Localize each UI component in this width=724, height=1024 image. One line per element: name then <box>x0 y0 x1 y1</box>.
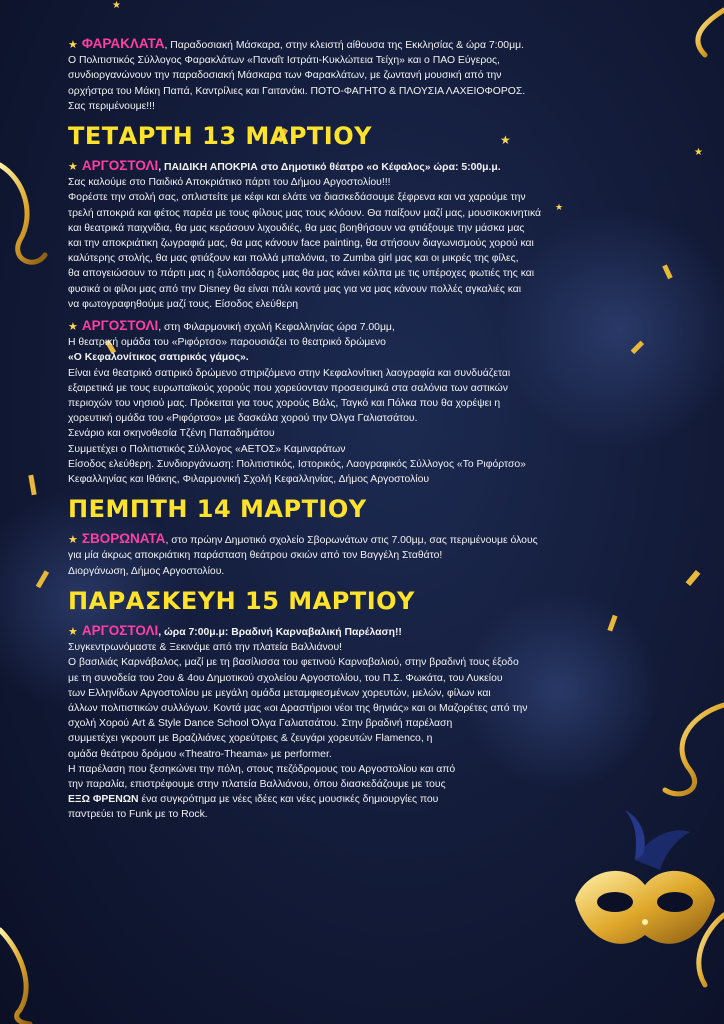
event-argostoli-parade <box>68 623 658 823</box>
event-place: ΦΑΡΑΚΛΑΤΑ <box>81 36 165 51</box>
event-argostoli-children <box>68 158 658 312</box>
carnival-mask-icon <box>575 810 715 944</box>
star-bullet-icon: ★ <box>68 39 78 51</box>
event-line: ορχήστρα του Μάκη Παπά, Καντρίλιες και Γαιτανάκι. ΠΟΤΟ-ΦΑΓΗΤΟ & ΠΛΟΥΣΙΑ ΛΑΧΕΙΟΦΟΡΟΣ. <box>68 85 526 97</box>
band-description: ένα συγκρότημα με νέες ιδέες και νέες μουσικές δημιουργίες που <box>138 794 439 806</box>
event-line: , Παραδοσιακή Μάσκαρα, στην κλειστή αίθουσα της Εκκλησίας & ώρα 7:00μμ. <box>164 40 524 51</box>
event-line: Φορέστε την στολή σας, οπλιστείτε με κέφι και ελάτε να διασκεδάσουμε ξέφρενα και να χαρούμε την <box>68 192 526 204</box>
day-heading: ΠΕΜΠΤΗ 14 ΜΑΡΤΙΟΥ <box>68 495 367 524</box>
event-line: Σας περιμένουμε!!! <box>68 100 155 112</box>
event-line: περιοχών του νησιού μας. Πρόκειται για τους χορούς Βάλς, Ταγκό και Πόλκα που θα χορέψει η <box>68 398 501 410</box>
event-line: και την αποκριάτικη ζωγραφιά μας, θα μας κάνουν face painting, θα στήσουν διαγωνισμούς χορού και <box>68 238 534 250</box>
day-heading: ΠΑΡΑΣΚΕΥΗ 15 ΜΑΡΤΙΟΥ <box>68 586 415 615</box>
gold-streamer-icon <box>0 930 30 1024</box>
event-line: εξαιρετικά με τους ευρωπαϊκούς χορούς που χορεύονταν προσεισμικά στα σαλόνια των αστικών <box>68 382 508 394</box>
event-header <box>68 36 658 53</box>
event-line: συνδιοργανώνουν την παραδοσιακή Μάσκαρα των Φαρακλάτων, με ζωντανή μουσική από την <box>68 70 502 82</box>
event-line: χορευτική ομάδα του «Ριφόρτσο» με δασκάλα χορού την Όλγα Γαλιατσάτου. <box>68 413 418 425</box>
event-schedule <box>68 36 658 829</box>
gold-star-icon: ★ <box>112 0 121 11</box>
day-heading: ΤΕΤΑΡΤΗ 13 ΜΑΡΤΙΟΥ <box>68 122 372 151</box>
event-header <box>68 623 658 640</box>
gold-streamer-icon <box>665 705 724 794</box>
event-line <box>68 792 658 807</box>
event-place: ΑΡΓΟΣΤΟΛΙ <box>81 318 159 334</box>
event-line: τρελή αποκριά και φέτος παρέα με τους φίλους μας τους κλόουν. Θα παίξουν μαζί μας, μουσικοκινητικά <box>68 207 542 219</box>
event-line: και θεατρικά παιχνίδια, θα μας κεράσουν λιχουδιές, θα μας βοηθήσουν να φτιάξουμε την μάσκα μας <box>68 222 525 234</box>
event-line: για μία άκρως αποκριάτικη παράσταση θεάτρου σκιών από τον Βαγγέλη Σταθάτο! <box>68 550 443 562</box>
event-line: των Ελληνίδων Αργοστολίου με μεγάλη ομάδα μεταμφιεσμένων χορευτών, μελών, φίλων και <box>68 687 491 699</box>
event-line: άλλων πολιτιστικών συλλόγων. Κοντά μας «οι Δραστήριοι νέοι της θηνιάς» και οι Μαζορέτες από την <box>68 702 528 714</box>
event-line: Η παρέλαση που ξεσηκώνει την πόλη, στους πεζόδρομους του Αργοστολίου και από <box>68 763 456 775</box>
event-line: την παραλία, επιστρέφουμε στην πλατεία Βαλλιάνου, όπου διασκεδάζουμε με τους <box>68 778 446 790</box>
event-line: συμμετέχει γκρουπ με Βραζιλιάνες χορεύτριες & ζευγάρι χορευτών Flamenco, η <box>68 733 433 745</box>
event-line: Ο Πολιτιστικός Σύλλογος Φαρακλάτων «Παναΐτ Ιστράτι-Κυκλώπεια Τείχη» και ο ΠΑΟ Εύγερος, <box>68 55 500 67</box>
band-name: ΕΞΩ ΦΡΕΝΩΝ <box>68 794 139 806</box>
event-header <box>68 531 658 548</box>
event-line: καλύτερης στολής, θα μας φτιάξουν και πολλά μπαλόνια, το Zumba girl μας και οι μικρές της φίλες, <box>68 253 519 265</box>
event-header <box>68 158 658 175</box>
star-bullet-icon: ★ <box>68 321 78 334</box>
event-faraklata <box>68 36 658 114</box>
play-title: «Ο Κεφαλονίτικος σατιρικός γάμος». <box>68 352 249 364</box>
event-line: Ο βασιλιάς Καρνάβαλος, μαζί με τη βασίλισσα του φετινού Καρναβαλιού, στην βραδινή τους έξοδο <box>68 657 519 669</box>
gold-star-icon: ★ <box>694 147 703 158</box>
gold-streamer-icon <box>698 10 724 55</box>
event-argostoli-theatre <box>68 318 658 487</box>
star-bullet-icon: ★ <box>68 161 78 174</box>
gold-star-icon: ★ <box>500 133 511 147</box>
star-bullet-icon: ★ <box>68 625 78 638</box>
star-bullet-icon: ★ <box>68 534 78 547</box>
gold-star-icon: ★ <box>555 202 564 212</box>
event-line: Σενάριο και σκηνοθεσία Τζένη Παπαδημάτου <box>68 428 275 440</box>
event-line: Είναι ένα θεατρικό σατιρικό δρώμενο στηριζόμενο στην Κεφαλονίτικη λαογραφία και συνδυάζεται <box>68 367 511 379</box>
event-place: ΣΒΟΡΩΝΑΤΑ <box>81 531 166 547</box>
gold-confetti-icon <box>686 570 701 586</box>
event-line: Είσοδος ελεύθερη. Συνδιοργάνωση: Πολιτιστικός, Ιστορικός, Λαογραφικός Σύλλογος «Το Ριφόρτσο» <box>68 458 526 470</box>
event-title: , ώρα 7:00μ.μ: Βραδινή Καρναβαλική Παρέλαση!! <box>158 626 402 638</box>
event-line: θα απογειώσουν το πάρτι μας η ξυλοπόδαρος μας θα μας κάνει κόλπα με τις υπέροχες φωτιές της και <box>68 268 535 280</box>
event-line: Συγκεντρωνόμαστε & Ξεκινάμε από την πλατεία Βαλλιάνου! <box>68 642 343 654</box>
event-line: να φωτογραφηθούμε μαζί τους. Είσοδος ελεύθερη <box>68 298 299 310</box>
event-place: ΑΡΓΟΣΤΟΛΙ <box>81 622 159 638</box>
event-title: , ΠΑΙΔΙΚΗ ΑΠΟΚΡΙΑ στο Δημοτικό θέατρο «ο Κέφαλος» ώρα: 5:00μ.μ. <box>158 162 501 174</box>
event-line: Κεφαλληνίας και Ιθάκης, Φιλαρμονική Σχολή Κεφαλληνίας, Δήμος Αργοστολίου <box>68 474 430 486</box>
event-line: με τη συνοδεία του 2ου & 4ου Δημοτικού σχολείου Αργοστολίου, του Π.Σ. Φωκάτα, του Λυκείου <box>68 672 503 684</box>
event-line: Διοργάνωση, Δήμος Αργοστολίου. <box>68 565 225 577</box>
event-line: φυσικά οι φίλοι μας από την Disney θα είναι πάλι κοντά μας για να μας κάνουν πολλές αγκαλιές και <box>68 283 522 295</box>
event-svoronata <box>68 531 658 579</box>
event-place: ΑΡΓΟΣΤΟΛΙ <box>81 158 159 174</box>
event-title: , στο πρώην Δημοτικό σχολείο Σβορωνάτων στις 7.00μμ, σας περιμένουμε όλους <box>165 535 538 547</box>
event-line: σχολή Χορού Art & Style Dance School Όλγα Γαλιατσάτου. Στην βραδινή παρέλαση <box>68 718 453 730</box>
event-line: Σας καλούμε στο Παιδικό Αποκριάτικο πάρτι του Δήμου Αργοστολίου!!! <box>68 177 391 189</box>
event-line: παντρεύει το Funk με το Rock. <box>68 809 208 821</box>
event-line: Η θεατρική ομάδα του «Ριφόρτσο» παρουσιάζει το θεατρικό δρώμενο <box>68 337 386 349</box>
event-title: , στη Φιλαρμονική σχολή Κεφαλληνίας ώρα 7.00μμ, <box>158 322 395 334</box>
gold-streamer-icon <box>0 165 45 262</box>
event-line: Συμμετέχει ο Πολιτιστικός Σύλλογος «ΑΕΤΟΣ» Καμιναράτων <box>68 443 346 455</box>
gold-confetti-icon <box>28 475 36 496</box>
event-line: ομάδα θεάτρου δρόμου «Theatro-Theama» με performer. <box>68 748 332 760</box>
event-header <box>68 318 658 335</box>
